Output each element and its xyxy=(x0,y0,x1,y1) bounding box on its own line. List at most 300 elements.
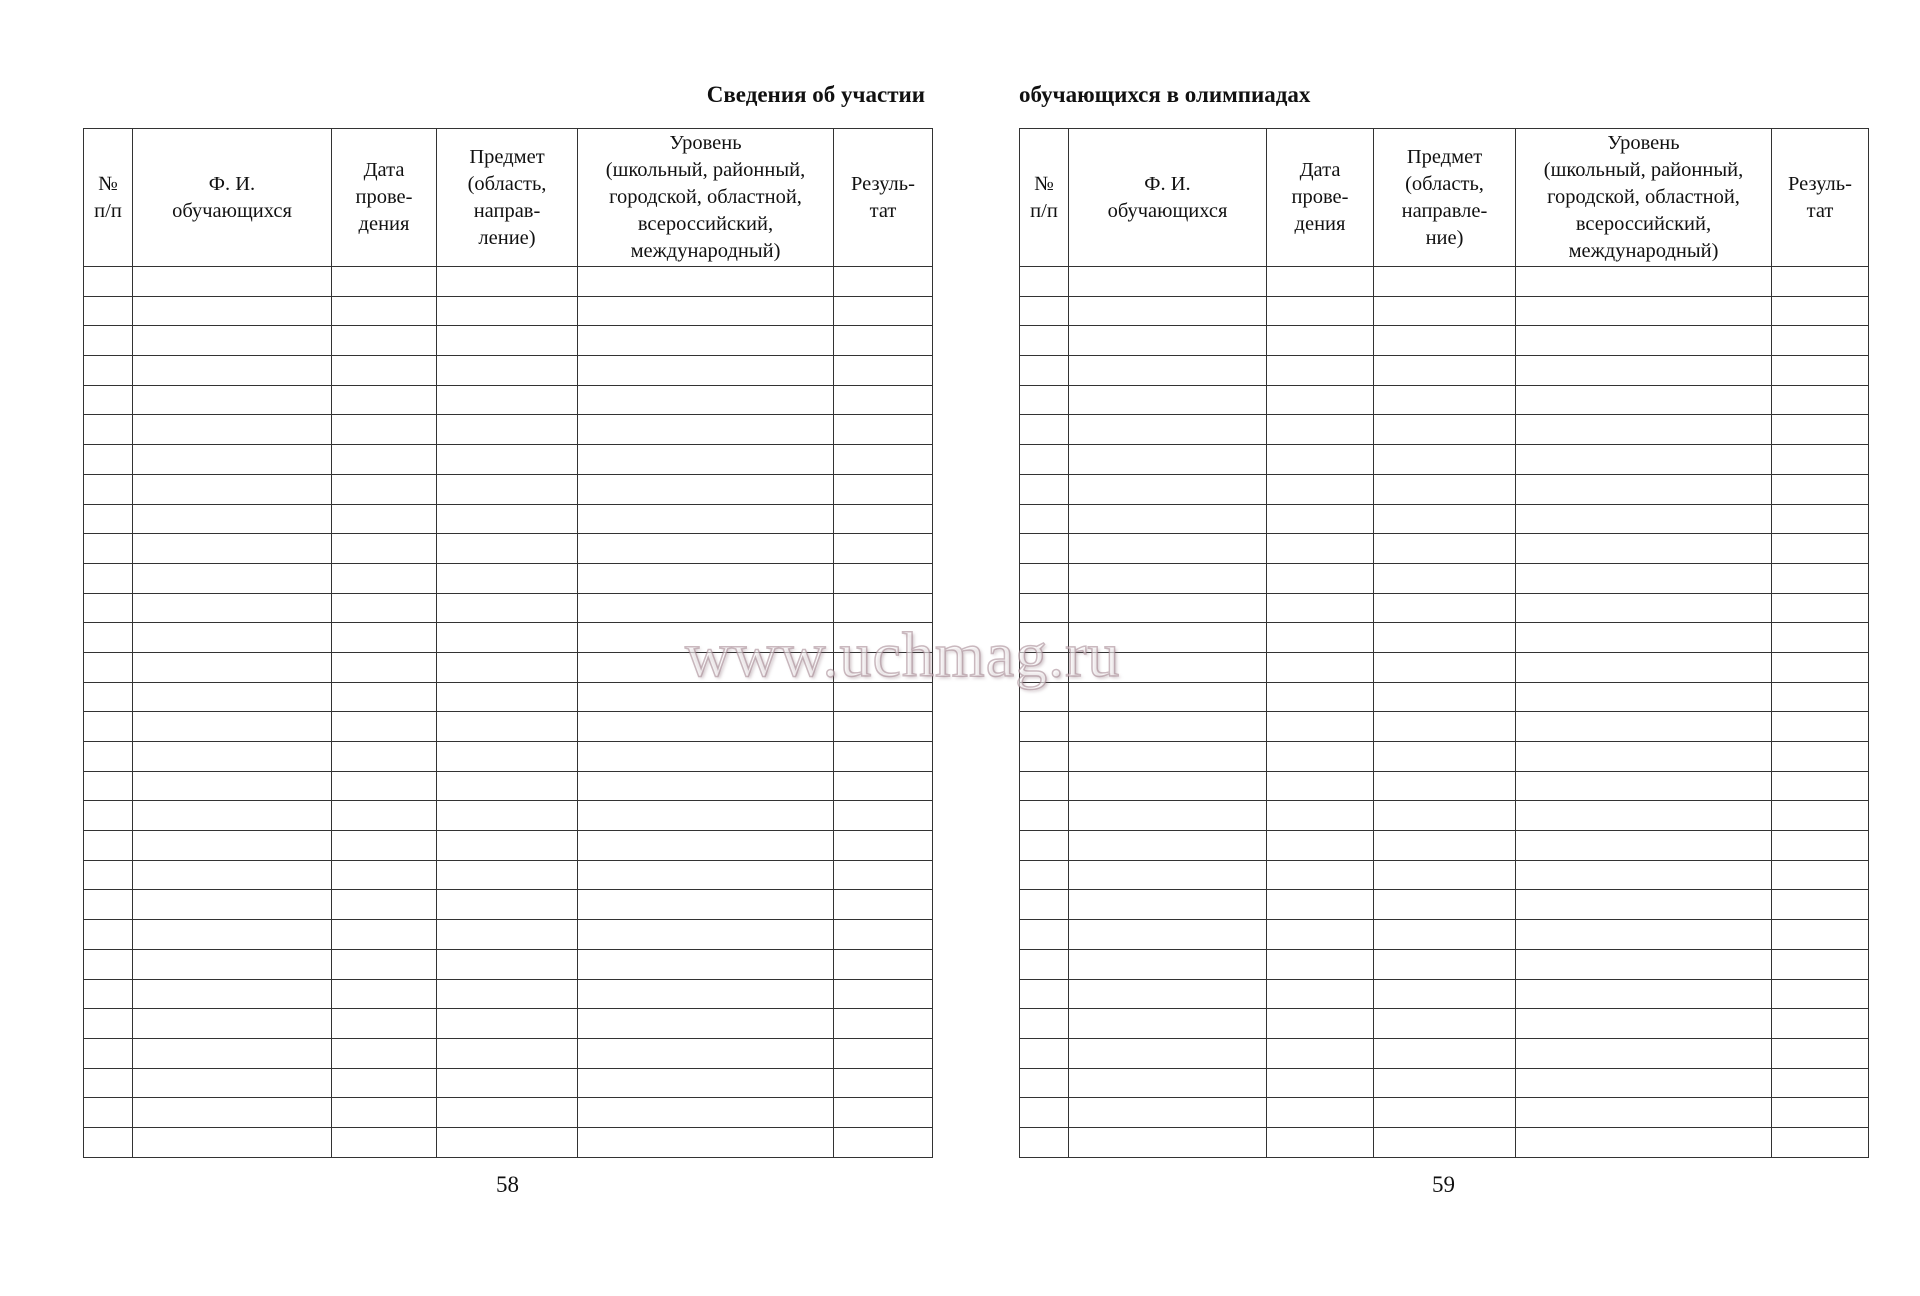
empty-cell xyxy=(1374,267,1516,297)
empty-cell xyxy=(133,623,332,653)
empty-cell xyxy=(1374,1009,1516,1039)
table-row xyxy=(1020,356,1869,386)
empty-cell xyxy=(1267,445,1374,475)
empty-cell xyxy=(1772,1127,1869,1157)
empty-cell xyxy=(1267,831,1374,861)
empty-cell xyxy=(834,296,933,326)
empty-cell xyxy=(1772,504,1869,534)
empty-cell xyxy=(1374,831,1516,861)
table-row xyxy=(84,623,933,653)
empty-cell xyxy=(437,831,578,861)
table-row xyxy=(84,296,933,326)
table-row xyxy=(84,831,933,861)
empty-cell xyxy=(834,1009,933,1039)
empty-cell xyxy=(133,415,332,445)
empty-cell xyxy=(578,385,834,415)
col-name-header xyxy=(133,129,332,267)
empty-cell xyxy=(1374,1038,1516,1068)
empty-cell xyxy=(1772,415,1869,445)
empty-cell xyxy=(84,831,133,861)
empty-cell xyxy=(1516,1009,1772,1039)
empty-cell xyxy=(1020,504,1069,534)
empty-cell xyxy=(133,831,332,861)
empty-cell xyxy=(578,712,834,742)
empty-cell xyxy=(1374,445,1516,475)
table-body-right xyxy=(1020,267,1869,1158)
empty-cell xyxy=(84,563,133,593)
empty-cell xyxy=(1772,682,1869,712)
empty-cell xyxy=(133,326,332,356)
empty-cell xyxy=(1516,1068,1772,1098)
empty-cell xyxy=(1020,682,1069,712)
empty-cell xyxy=(834,949,933,979)
empty-cell xyxy=(1516,415,1772,445)
empty-cell xyxy=(1374,474,1516,504)
header-line: № xyxy=(1034,172,1054,195)
table-row xyxy=(84,267,933,297)
empty-cell xyxy=(84,445,133,475)
table-row xyxy=(84,652,933,682)
empty-cell xyxy=(1374,979,1516,1009)
empty-cell xyxy=(1267,356,1374,386)
empty-cell xyxy=(84,949,133,979)
empty-cell xyxy=(578,1038,834,1068)
empty-cell xyxy=(332,979,437,1009)
empty-cell xyxy=(1267,1009,1374,1039)
empty-cell xyxy=(437,771,578,801)
table-row xyxy=(84,920,933,950)
empty-cell xyxy=(1069,415,1267,445)
empty-cell xyxy=(133,860,332,890)
empty-cell xyxy=(1516,593,1772,623)
empty-cell xyxy=(1069,623,1267,653)
empty-cell xyxy=(1267,563,1374,593)
empty-cell xyxy=(1267,890,1374,920)
empty-cell xyxy=(133,445,332,475)
table-row xyxy=(1020,593,1869,623)
empty-cell xyxy=(1069,326,1267,356)
header-line: Уровень xyxy=(1607,132,1680,154)
empty-cell xyxy=(1772,860,1869,890)
page-number-left: 58 xyxy=(496,1172,519,1197)
empty-cell xyxy=(133,593,332,623)
col-date-header xyxy=(1267,129,1374,267)
empty-cell xyxy=(437,979,578,1009)
empty-cell xyxy=(332,445,437,475)
empty-cell xyxy=(133,385,332,415)
olympiad-table-right xyxy=(1019,128,1869,1158)
empty-cell xyxy=(1772,652,1869,682)
table-row xyxy=(84,563,933,593)
empty-cell xyxy=(133,563,332,593)
table-row xyxy=(1020,712,1869,742)
empty-cell xyxy=(1069,474,1267,504)
header-line: городской, областной, xyxy=(1547,186,1740,208)
header-line: дения xyxy=(1294,213,1346,235)
empty-cell xyxy=(437,652,578,682)
empty-cell xyxy=(437,296,578,326)
empty-cell xyxy=(578,356,834,386)
table-row xyxy=(84,504,933,534)
header-row xyxy=(84,129,933,267)
empty-cell xyxy=(84,771,133,801)
empty-cell xyxy=(332,920,437,950)
empty-cell xyxy=(332,742,437,772)
empty-cell xyxy=(834,267,933,297)
empty-cell xyxy=(1020,949,1069,979)
empty-cell xyxy=(1267,1127,1374,1157)
empty-cell xyxy=(1772,801,1869,831)
header-line: ление) xyxy=(478,226,536,249)
empty-cell xyxy=(1516,920,1772,950)
empty-cell xyxy=(1267,920,1374,950)
empty-cell xyxy=(1020,860,1069,890)
empty-cell xyxy=(437,534,578,564)
empty-cell xyxy=(133,1098,332,1128)
empty-cell xyxy=(1020,385,1069,415)
table-row xyxy=(1020,385,1869,415)
empty-cell xyxy=(1267,801,1374,831)
header-line: международный) xyxy=(1568,240,1719,262)
col-number-header xyxy=(1020,129,1069,267)
empty-cell xyxy=(1516,801,1772,831)
empty-cell xyxy=(1772,979,1869,1009)
empty-cell xyxy=(84,415,133,445)
empty-cell xyxy=(1516,563,1772,593)
empty-cell xyxy=(1069,445,1267,475)
empty-cell xyxy=(1267,712,1374,742)
empty-cell xyxy=(1772,267,1869,297)
empty-cell xyxy=(1020,415,1069,445)
empty-cell xyxy=(1020,296,1069,326)
empty-cell xyxy=(1069,890,1267,920)
empty-cell xyxy=(1020,742,1069,772)
empty-cell xyxy=(1374,712,1516,742)
empty-cell xyxy=(1374,890,1516,920)
header-row xyxy=(1020,129,1869,267)
table-row xyxy=(84,415,933,445)
table-row xyxy=(84,1068,933,1098)
empty-cell xyxy=(578,801,834,831)
table-row xyxy=(1020,415,1869,445)
empty-cell xyxy=(1772,1098,1869,1128)
empty-cell xyxy=(834,771,933,801)
empty-cell xyxy=(84,1098,133,1128)
empty-cell xyxy=(834,504,933,534)
table-row xyxy=(84,326,933,356)
table-row xyxy=(1020,504,1869,534)
empty-cell xyxy=(1267,474,1374,504)
empty-cell xyxy=(834,326,933,356)
empty-cell xyxy=(437,445,578,475)
header-line: (школьный, районный, xyxy=(1543,159,1744,181)
empty-cell xyxy=(1772,593,1869,623)
empty-cell xyxy=(1020,831,1069,861)
empty-cell xyxy=(437,267,578,297)
empty-cell xyxy=(1069,831,1267,861)
empty-cell xyxy=(1267,504,1374,534)
heading-part-left: Сведения об участии xyxy=(706,82,925,107)
empty-cell xyxy=(1374,385,1516,415)
empty-cell xyxy=(1267,267,1374,297)
table-row xyxy=(84,742,933,772)
empty-cell xyxy=(1516,652,1772,682)
empty-cell xyxy=(1267,623,1374,653)
empty-cell xyxy=(1374,356,1516,386)
empty-cell xyxy=(1069,771,1267,801)
empty-cell xyxy=(1267,385,1374,415)
empty-cell xyxy=(578,979,834,1009)
empty-cell xyxy=(332,474,437,504)
empty-cell xyxy=(1772,1068,1869,1098)
empty-cell xyxy=(1267,949,1374,979)
empty-cell xyxy=(1772,1009,1869,1039)
empty-cell xyxy=(332,860,437,890)
empty-cell xyxy=(1069,504,1267,534)
empty-cell xyxy=(1267,682,1374,712)
empty-cell xyxy=(1020,979,1069,1009)
header-line: (школьный, районный, xyxy=(605,159,806,181)
empty-cell xyxy=(1772,949,1869,979)
table-row xyxy=(1020,771,1869,801)
empty-cell xyxy=(332,534,437,564)
empty-cell xyxy=(133,1009,332,1039)
empty-cell xyxy=(1069,860,1267,890)
empty-cell xyxy=(133,682,332,712)
empty-cell xyxy=(332,682,437,712)
table-row xyxy=(84,949,933,979)
empty-cell xyxy=(1772,474,1869,504)
empty-cell xyxy=(834,682,933,712)
col-level-header xyxy=(1516,129,1772,267)
empty-cell xyxy=(1516,1098,1772,1128)
empty-cell xyxy=(578,920,834,950)
empty-cell xyxy=(1069,1127,1267,1157)
empty-cell xyxy=(1374,593,1516,623)
empty-cell xyxy=(1069,534,1267,564)
header-line: Резуль- xyxy=(851,172,915,195)
empty-cell xyxy=(332,296,437,326)
empty-cell xyxy=(133,1068,332,1098)
empty-cell xyxy=(1516,267,1772,297)
table-row xyxy=(84,682,933,712)
empty-cell xyxy=(437,1038,578,1068)
empty-cell xyxy=(133,742,332,772)
empty-cell xyxy=(1374,504,1516,534)
empty-cell xyxy=(1516,326,1772,356)
empty-cell xyxy=(437,682,578,712)
empty-cell xyxy=(1020,445,1069,475)
empty-cell xyxy=(1516,356,1772,386)
header-line: Уровень xyxy=(669,132,742,154)
col-result-header xyxy=(1772,129,1869,267)
empty-cell xyxy=(1069,296,1267,326)
empty-cell xyxy=(578,860,834,890)
empty-cell xyxy=(578,1098,834,1128)
table-row xyxy=(84,593,933,623)
empty-cell xyxy=(437,860,578,890)
empty-cell xyxy=(578,474,834,504)
empty-cell xyxy=(1069,801,1267,831)
empty-cell xyxy=(437,415,578,445)
empty-cell xyxy=(332,801,437,831)
empty-cell xyxy=(1267,1098,1374,1128)
header-line: обучающихся xyxy=(1107,199,1228,222)
empty-cell xyxy=(1267,593,1374,623)
table-row xyxy=(1020,890,1869,920)
header-line: Резуль- xyxy=(1788,172,1852,195)
empty-cell xyxy=(1020,534,1069,564)
empty-cell xyxy=(332,356,437,386)
empty-cell xyxy=(332,1068,437,1098)
empty-cell xyxy=(1772,534,1869,564)
empty-cell xyxy=(133,356,332,386)
empty-cell xyxy=(1374,1068,1516,1098)
empty-cell xyxy=(84,1009,133,1039)
empty-cell xyxy=(834,712,933,742)
empty-cell xyxy=(578,831,834,861)
empty-cell xyxy=(1516,385,1772,415)
header-line: Ф. И. xyxy=(208,172,256,195)
empty-cell xyxy=(1267,534,1374,564)
empty-cell xyxy=(834,979,933,1009)
empty-cell xyxy=(578,652,834,682)
empty-cell xyxy=(332,652,437,682)
empty-cell xyxy=(1374,623,1516,653)
empty-cell xyxy=(1267,415,1374,445)
empty-cell xyxy=(1374,949,1516,979)
empty-cell xyxy=(834,1098,933,1128)
empty-cell xyxy=(1069,682,1267,712)
empty-cell xyxy=(133,890,332,920)
empty-cell xyxy=(1020,326,1069,356)
col-subject-header xyxy=(437,129,578,267)
empty-cell xyxy=(1516,860,1772,890)
table-row xyxy=(1020,326,1869,356)
empty-cell xyxy=(834,1068,933,1098)
empty-cell xyxy=(84,504,133,534)
empty-cell xyxy=(834,1038,933,1068)
empty-cell xyxy=(1374,1127,1516,1157)
empty-cell xyxy=(1516,445,1772,475)
table-row xyxy=(1020,949,1869,979)
empty-cell xyxy=(84,296,133,326)
empty-cell xyxy=(834,920,933,950)
header-line: (область, xyxy=(467,172,547,195)
empty-cell xyxy=(1772,623,1869,653)
empty-cell xyxy=(1374,860,1516,890)
empty-cell xyxy=(437,593,578,623)
empty-cell xyxy=(1516,474,1772,504)
empty-cell xyxy=(1069,593,1267,623)
empty-cell xyxy=(1516,742,1772,772)
header-line: городской, областной, xyxy=(609,186,802,208)
empty-cell xyxy=(834,593,933,623)
empty-cell xyxy=(1020,593,1069,623)
table-row xyxy=(1020,1068,1869,1098)
empty-cell xyxy=(578,415,834,445)
empty-cell xyxy=(1516,1127,1772,1157)
header-line: Предмет xyxy=(1406,145,1483,168)
table-row xyxy=(1020,296,1869,326)
header-line: всероссийский, xyxy=(637,213,774,235)
empty-cell xyxy=(84,652,133,682)
empty-cell xyxy=(834,860,933,890)
empty-cell xyxy=(578,267,834,297)
header-line: всероссийский, xyxy=(1575,213,1712,235)
table-row xyxy=(1020,1098,1869,1128)
header-line: Дата xyxy=(1299,159,1341,181)
empty-cell xyxy=(834,474,933,504)
empty-cell xyxy=(1069,385,1267,415)
empty-cell xyxy=(133,1038,332,1068)
empty-cell xyxy=(84,326,133,356)
empty-cell xyxy=(133,296,332,326)
empty-cell xyxy=(84,742,133,772)
heading-part-right: обучающихся в олимпиадах xyxy=(1019,82,1311,107)
empty-cell xyxy=(437,1127,578,1157)
empty-cell xyxy=(1374,1098,1516,1128)
empty-cell xyxy=(834,563,933,593)
table-row xyxy=(1020,652,1869,682)
empty-cell xyxy=(1020,652,1069,682)
empty-cell xyxy=(437,504,578,534)
empty-cell xyxy=(834,623,933,653)
header-line: п/п xyxy=(94,199,122,222)
empty-cell xyxy=(1516,296,1772,326)
empty-cell xyxy=(1020,356,1069,386)
empty-cell xyxy=(1267,771,1374,801)
empty-cell xyxy=(1069,1098,1267,1128)
table-row xyxy=(84,356,933,386)
header-line: № xyxy=(98,172,118,195)
empty-cell xyxy=(578,504,834,534)
col-subject-header xyxy=(1374,129,1516,267)
empty-cell xyxy=(1020,771,1069,801)
empty-cell xyxy=(1267,296,1374,326)
empty-cell xyxy=(84,267,133,297)
header-line: прове- xyxy=(1291,186,1349,208)
empty-cell xyxy=(1772,385,1869,415)
empty-cell xyxy=(1069,1009,1267,1039)
empty-cell xyxy=(133,267,332,297)
empty-cell xyxy=(834,385,933,415)
empty-cell xyxy=(1374,652,1516,682)
empty-cell xyxy=(1069,267,1267,297)
empty-cell xyxy=(437,1009,578,1039)
empty-cell xyxy=(332,623,437,653)
table-row xyxy=(84,385,933,415)
header-line: тат xyxy=(869,199,897,222)
empty-cell xyxy=(1374,326,1516,356)
empty-cell xyxy=(133,1127,332,1157)
empty-cell xyxy=(578,296,834,326)
empty-cell xyxy=(578,593,834,623)
empty-cell xyxy=(578,1068,834,1098)
empty-cell xyxy=(437,949,578,979)
empty-cell xyxy=(133,504,332,534)
table-row xyxy=(1020,1009,1869,1039)
empty-cell xyxy=(578,563,834,593)
empty-cell xyxy=(1069,652,1267,682)
empty-cell xyxy=(437,563,578,593)
table-row xyxy=(84,712,933,742)
empty-cell xyxy=(1374,920,1516,950)
empty-cell xyxy=(1772,831,1869,861)
empty-cell xyxy=(1069,563,1267,593)
watermark: www.uchmag.ru xyxy=(685,619,1121,690)
table-row xyxy=(1020,534,1869,564)
